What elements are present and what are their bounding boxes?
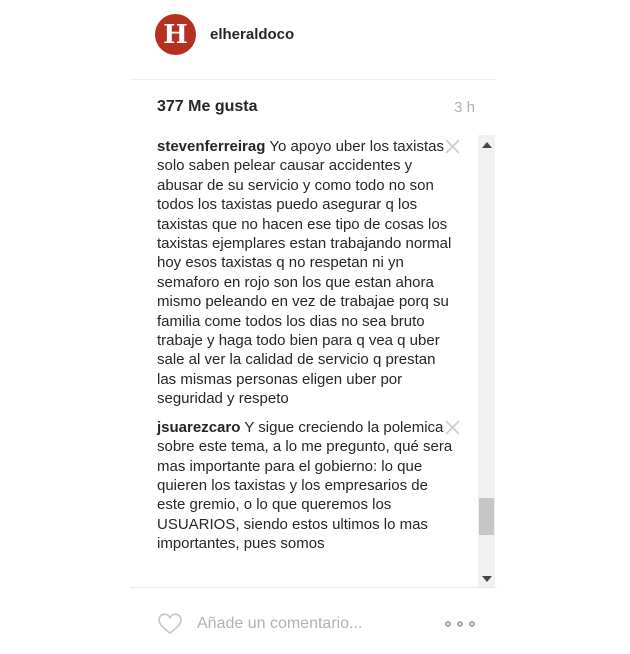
scrollbar-thumb[interactable] bbox=[479, 498, 494, 535]
post-header bbox=[130, 0, 497, 80]
likes-row bbox=[130, 80, 497, 135]
scroll-up-arrow-icon[interactable] bbox=[478, 137, 495, 152]
comments-list bbox=[130, 135, 497, 588]
comment-username[interactable]: jsuarezcaro bbox=[157, 418, 241, 436]
avatar[interactable] bbox=[155, 14, 196, 55]
scroll-down-arrow-icon[interactable] bbox=[478, 571, 495, 586]
username-link[interactable]: elheraldoco bbox=[210, 26, 295, 43]
likes-count[interactable]: 377 Me gusta bbox=[157, 98, 258, 115]
comment bbox=[157, 137, 457, 409]
comment-text: Y sigue creciendo la polemica sobre este tema, a lo me pregunto, qué sera mas importante para el gobierno: lo que quieren los taxistas y los empresarios de este gremio, o lo que queremos los USUARIOS, siendo estos ultimos lo mas importantes, pues somos bbox=[157, 418, 453, 553]
timestamp: 3 h bbox=[454, 99, 475, 116]
comments-scrollbar[interactable] bbox=[478, 135, 495, 588]
more-options-dots-icon[interactable] bbox=[445, 621, 475, 627]
close-x-icon[interactable] bbox=[443, 419, 461, 437]
comment-username[interactable]: stevenferreirag bbox=[157, 138, 266, 155]
avatar-letter: H bbox=[163, 19, 188, 50]
close-x-icon[interactable] bbox=[443, 138, 461, 156]
heart-outline-icon[interactable] bbox=[155, 610, 185, 638]
comment bbox=[157, 418, 457, 554]
add-comment-row bbox=[130, 588, 497, 654]
comment-text: Yo apoyo uber los taxistas solo saben pelear causar accidentes y abusar de su servicio y como todo no son todos los taxistas puedo asegurar q los taxistas que no hacen ese tipo de cosas los taxistas ejemplares estan trabajando normal hoy esos taxistas q no respetan ni yn semaforo en rojo son los que estan ahora mismo peleando en vez de trabajae porq su familia come todos los dias no sea bruto trabaje y haga todo bien para q vea q uber sale al ver la calidad de servicio q prestan las mismas personas eligen uber por seguridad y respeto bbox=[157, 138, 452, 408]
instagram-post-card bbox=[130, 0, 497, 654]
comment-input[interactable] bbox=[197, 615, 445, 633]
